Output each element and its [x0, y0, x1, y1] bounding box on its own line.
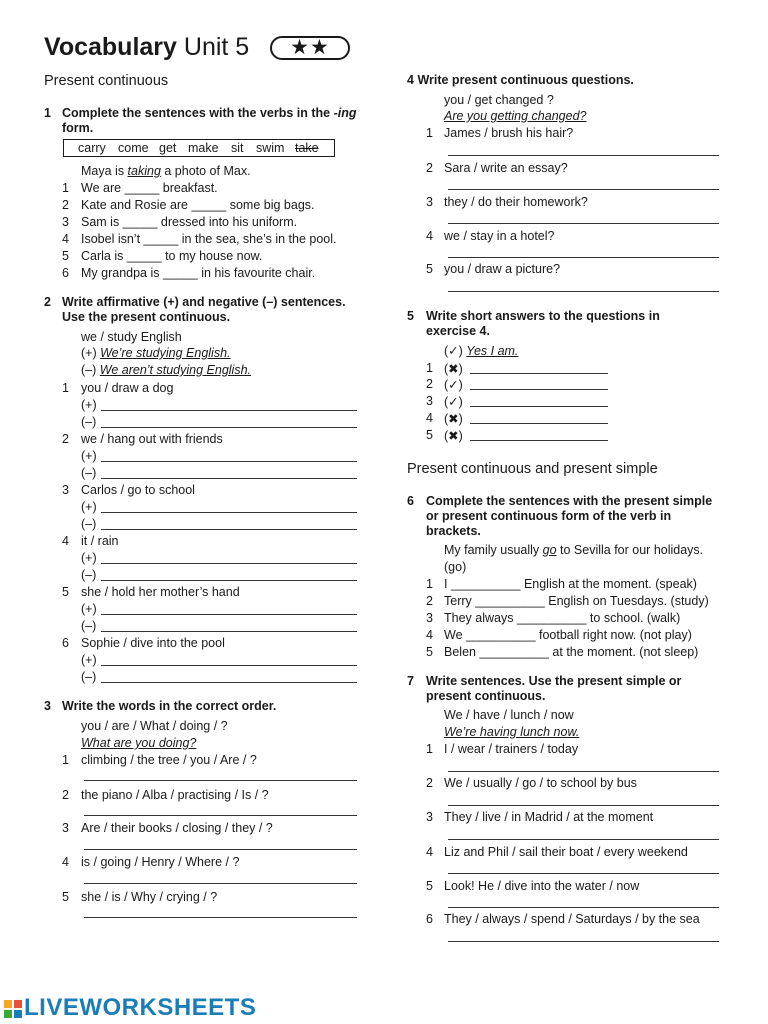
ex6-item-number: 4: [426, 628, 433, 642]
answer-line[interactable]: [448, 873, 719, 874]
ex6-item[interactable]: We __________ football right now. (not play): [444, 628, 692, 642]
ex2-item-number: 4: [62, 534, 69, 548]
ex1-item[interactable]: We are _____ breakfast.: [81, 181, 218, 195]
ex3-item-number: 3: [62, 821, 69, 835]
answer-line[interactable]: [448, 223, 719, 224]
ex6-item-number: 1: [426, 577, 433, 591]
ex7-item-number: 6: [426, 912, 433, 926]
ex6-item-number: 3: [426, 611, 433, 625]
answer-line[interactable]: [470, 373, 608, 374]
ex1-item-number: 2: [62, 198, 69, 212]
positive-label: (+): [81, 500, 97, 514]
ex1-example: [81, 164, 251, 178]
ex5-item-number: 5: [426, 428, 433, 442]
ex4-item-prompt: James / brush his hair?: [444, 126, 574, 140]
positive-label: (+): [81, 551, 97, 565]
answer-line[interactable]: [101, 427, 357, 428]
ex4-item-prompt: we / stay in a hotel?: [444, 229, 555, 243]
title-bold: Vocabulary: [44, 33, 177, 61]
ex3-item-number: 4: [62, 855, 69, 869]
answer-line[interactable]: [101, 665, 357, 666]
section-title-continuous-and-simple: Present continuous and present simple: [407, 461, 658, 477]
ex2-item-number: 1: [62, 381, 69, 395]
ex7-heading: Write sentences. Use the present simple or present continuous.: [426, 674, 682, 703]
ex2-item-prompt: it / rain: [81, 534, 119, 548]
example-text: to Sevilla for our holidays.: [556, 543, 704, 557]
ex4-item-prompt: Sara / write an essay?: [444, 161, 568, 175]
ex2-item-prompt: Sophie / dive into the pool: [81, 636, 225, 650]
ex4-number: 4: [407, 73, 414, 87]
answer-line[interactable]: [84, 849, 357, 850]
ex2-item-number: 5: [62, 585, 69, 599]
ex5-number: 5: [407, 309, 414, 323]
ex3-item-prompt: Are / their books / closing / they / ?: [81, 821, 273, 835]
ex6-item-number: 5: [426, 645, 433, 659]
ex2-heading: Write affirmative (+) and negative (–) sentences. Use the present continuous.: [62, 295, 346, 324]
negative-label: (–): [81, 619, 97, 633]
ex1-item-number: 3: [62, 215, 69, 229]
ex3-heading: Write the words in the correct order.: [62, 699, 277, 713]
ex2-item-prompt: we / hang out with friends: [81, 432, 223, 446]
ex3-number: 3: [44, 699, 51, 713]
ex4-item-number: 1: [426, 126, 433, 140]
answer-line[interactable]: [470, 389, 608, 390]
answer-line[interactable]: [470, 440, 608, 441]
word-bank-item: make: [188, 141, 219, 155]
example-text: My family usually: [444, 543, 543, 557]
ex6-heading: Complete the sentences with the present simple or present continuous form of the verb in brackets.: [426, 494, 713, 538]
answer-line[interactable]: [84, 917, 357, 918]
ex4-item-number: 3: [426, 195, 433, 209]
positive-label: (+): [81, 653, 97, 667]
answer-line[interactable]: [448, 907, 719, 908]
ex7-number: 7: [407, 674, 414, 688]
ex4-example-answer: Are you getting changed?: [444, 109, 587, 123]
difficulty-stars: ★★: [270, 36, 350, 60]
ex3-example-answer: What are you doing?: [81, 736, 197, 750]
ex3-item-number: 1: [62, 753, 69, 767]
section-title-present-continuous: Present continuous: [44, 73, 169, 89]
word-bank-item-used: take: [295, 141, 319, 155]
sign-label: (+): [81, 346, 97, 360]
answer-line[interactable]: [448, 805, 719, 806]
answer-line[interactable]: [470, 406, 608, 407]
answer-line[interactable]: [101, 682, 357, 683]
ex4-example-prompt: you / get changed ?: [444, 93, 554, 107]
ex2-item-prompt: Carlos / go to school: [81, 483, 195, 497]
positive-label: (+): [81, 602, 97, 616]
ex4-item-number: 4: [426, 229, 433, 243]
ex4-item-number: 5: [426, 262, 433, 276]
example-answer: go: [542, 543, 557, 557]
ex6-example: [444, 543, 703, 557]
ex1-number: 1: [44, 106, 51, 120]
negative-label: (–): [81, 670, 97, 684]
ex2-item-prompt: you / draw a dog: [81, 381, 174, 395]
ex5-item-number: 3: [426, 394, 433, 408]
ex5-item-number: 2: [426, 377, 433, 391]
ex3-example-prompt: you / are / What / doing / ?: [81, 719, 228, 733]
positive-label: (+): [81, 398, 97, 412]
word-bank: [63, 139, 335, 157]
answer-line[interactable]: [448, 257, 719, 258]
cross-icon: (✖): [444, 362, 463, 376]
word-bank-item: come: [118, 141, 149, 155]
ex1-item-number: 6: [62, 266, 69, 280]
ex7-item-prompt: We / usually / go / to school by bus: [444, 776, 637, 790]
ex6-item[interactable]: They always __________ to school. (walk): [444, 611, 681, 625]
ex7-item-number: 4: [426, 845, 433, 859]
answer-line[interactable]: [448, 291, 719, 292]
ex7-example-answer: We’re having lunch now.: [444, 725, 580, 739]
ex7-item-prompt: Liz and Phil / sail their boat / every weekend: [444, 845, 688, 859]
answer-line[interactable]: [101, 478, 357, 479]
cross-icon: (✖): [444, 429, 463, 443]
liveworksheets-logo[interactable]: LIVEWORKSHEETS: [24, 994, 257, 1021]
page-title: [44, 32, 249, 62]
ex4-item-prompt: they / do their homework?: [444, 195, 588, 209]
ex3-item-prompt: the piano / Alba / practising / Is / ?: [81, 788, 269, 802]
ex2-item-prompt: she / hold her mother’s hand: [81, 585, 240, 599]
example-answer: We’re studying English.: [100, 346, 231, 360]
ex4-heading-text: Write present continuous questions.: [417, 73, 634, 87]
answer-line[interactable]: [470, 423, 608, 424]
check-icon: (✓): [444, 395, 463, 409]
answer-line[interactable]: [101, 614, 357, 615]
word-bank-item: get: [159, 141, 177, 155]
ex5-item-number: 4: [426, 411, 433, 425]
positive-label: (+): [81, 449, 97, 463]
ex2-example-positive: [81, 346, 231, 360]
answer-line[interactable]: [448, 771, 719, 772]
ex1-item[interactable]: My grandpa is _____ in his favourite chair.: [81, 266, 316, 280]
ex7-item-prompt: They / always / spend / Saturdays / by the sea: [444, 912, 700, 926]
answer-line[interactable]: [84, 815, 357, 816]
ex7-item-number: 1: [426, 742, 433, 756]
answer-line[interactable]: [448, 839, 719, 840]
ex5-heading: Write short answers to the questions in exercise 4.: [426, 309, 660, 338]
cross-icon: (✖): [444, 412, 463, 426]
ex3-item-number: 5: [62, 890, 69, 904]
ex3-item-prompt: she / is / Why / crying / ?: [81, 890, 218, 904]
answer-line[interactable]: [101, 563, 357, 564]
sign-label: (–): [81, 363, 97, 377]
ex7-example-prompt: We / have / lunch / now: [444, 708, 574, 722]
title-unit: Unit 5: [183, 33, 250, 61]
ex6-item-number: 2: [426, 594, 433, 608]
negative-label: (–): [81, 517, 97, 531]
negative-label: (–): [81, 415, 97, 429]
ex2-example-prompt: we / study English: [81, 330, 182, 344]
negative-label: (–): [81, 466, 97, 480]
ex7-item-prompt: They / live / in Madrid / at the moment: [444, 810, 654, 824]
example-text: Maya is: [81, 164, 128, 178]
ex4-heading: [407, 73, 634, 88]
negative-label: (–): [81, 568, 97, 582]
ex2-number: 2: [44, 295, 51, 309]
answer-line[interactable]: [448, 189, 719, 190]
ex2-item-number: 6: [62, 636, 69, 650]
word-bank-item: swim: [256, 141, 285, 155]
answer-line[interactable]: [448, 155, 719, 156]
word-bank-item: sit: [231, 141, 244, 155]
word-bank-item: carry: [78, 141, 106, 155]
ex5-example: [444, 343, 518, 358]
ex6-item[interactable]: Terry __________ English on Tuesdays. (study): [444, 594, 709, 608]
answer-line[interactable]: [101, 410, 357, 411]
example-answer: Yes I am.: [466, 344, 519, 358]
ex3-item-number: 2: [62, 788, 69, 802]
example-text: a photo of Max.: [160, 164, 251, 178]
ex4-item-prompt: you / draw a picture?: [444, 262, 561, 276]
ex7-item-number: 3: [426, 810, 433, 824]
ex1-item-number: 5: [62, 249, 69, 263]
ex2-example-negative: [81, 363, 251, 377]
example-answer: taking: [127, 164, 161, 178]
ex1-heading: Complete the sentences with the verbs in the -ing form.: [62, 106, 357, 135]
ex6-example-verb: (go): [444, 560, 467, 574]
answer-line[interactable]: [101, 580, 357, 581]
liveworksheets-logo-icon: [4, 1000, 22, 1018]
ex2-item-number: 3: [62, 483, 69, 497]
ex1-item[interactable]: Carla is _____ to my house now.: [81, 249, 263, 263]
ex1-item-number: 4: [62, 232, 69, 246]
check-icon: (✓): [444, 344, 463, 358]
ex3-item-prompt: is / going / Henry / Where / ?: [81, 855, 240, 869]
answer-line[interactable]: [84, 883, 357, 884]
answer-line[interactable]: [101, 529, 357, 530]
ex6-item[interactable]: I __________ English at the moment. (speak): [444, 577, 697, 591]
example-answer: We aren’t studying English.: [99, 363, 252, 377]
ex1-item-number: 1: [62, 181, 69, 195]
ex1-item[interactable]: Kate and Rosie are _____ some big bags.: [81, 198, 315, 212]
check-icon: (✓): [444, 378, 463, 392]
answer-line[interactable]: [84, 780, 357, 781]
answer-line[interactable]: [101, 461, 357, 462]
ex1-item[interactable]: Sam is _____ dressed into his uniform.: [81, 215, 298, 229]
ex7-item-prompt: Look! He / dive into the water / now: [444, 879, 640, 893]
ex7-item-number: 5: [426, 879, 433, 893]
ex6-number: 6: [407, 494, 414, 508]
ex7-item-number: 2: [426, 776, 433, 790]
ex3-item-prompt: climbing / the tree / you / Are / ?: [81, 753, 257, 767]
ex6-item[interactable]: Belen __________ at the moment. (not sleep): [444, 645, 699, 659]
ex7-item-prompt: I / wear / trainers / today: [444, 742, 579, 756]
answer-line[interactable]: [448, 941, 719, 942]
ex1-item[interactable]: Isobel isn’t _____ in the sea, she’s in the pool.: [81, 232, 337, 246]
ex4-item-number: 2: [426, 161, 433, 175]
answer-line[interactable]: [101, 631, 357, 632]
answer-line[interactable]: [101, 512, 357, 513]
ex5-item-number: 1: [426, 361, 433, 375]
ex2-item-number: 2: [62, 432, 69, 446]
